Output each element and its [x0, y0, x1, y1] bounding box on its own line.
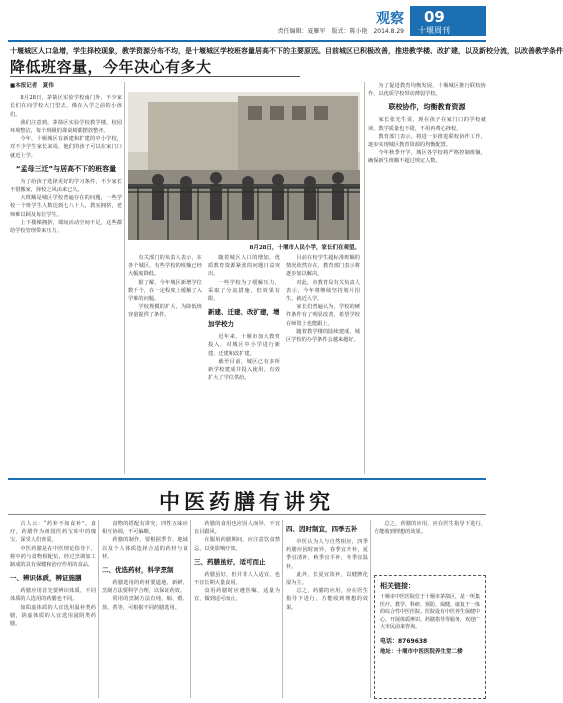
paragraph: 药膳选用的药材要道地、新鲜，烹制方法要科学合理，以保证药效。: [102, 580, 188, 595]
column-rule: [190, 520, 191, 698]
paragraph: 学校规模的扩大，为降低班容量提供了条件。: [128, 304, 202, 319]
column-rule: [282, 520, 283, 698]
byline: ■本报记者 夏伟: [10, 83, 54, 89]
tcm-title-rule: [8, 514, 486, 515]
lead-column-5: [368, 82, 486, 474]
section-name: 观察: [376, 11, 404, 27]
related-link-body: 十堰市中医医院位于十堰市茅箭区，是一所集医疗、教学、科研、预防、保健、康复于一体的综合性中医医院。医院设有中医养生保健中心，开展体质辨识、药膳指导等服务，欢迎广大市民前来咨询。: [380, 594, 481, 631]
paragraph: 一些学校为了缓解压力，采取了分流措施，但效果有限。: [208, 279, 280, 303]
related-link-box: [374, 575, 486, 699]
lead-column-4: [286, 254, 360, 474]
contact-address: 地址：十堰市中医医院养生堂二楼: [380, 648, 463, 655]
photo-caption: 8月28日，十堰市人民小学，家长们在观望。: [249, 245, 360, 251]
paragraph: 药膳的食用也应因人而异，不宜盲目跟风。: [194, 521, 280, 536]
paragraph: 药膳虽好，但并非人人适宜，也不宜长期大量食用。: [194, 571, 280, 587]
paragraph: 食物的搭配有讲究，四性五味应相互协调，不可偏颇。: [102, 521, 188, 536]
paragraph: 此外，长夏宜淡补，以健脾化湿为主。: [286, 571, 368, 587]
paragraph: 对此，市教育局有关负责人表示，今年将继续坚持划片招生，就近入学。: [286, 279, 360, 303]
paper-name: 十堰周刊: [418, 26, 450, 35]
paragraph: 如阳虚体质的人宜选用温补类药膳，阴虚体质的人宜选用滋阴类药膳。: [10, 604, 96, 628]
paragraph: 今年秋季开学，城区各学校将严格控制班额，确保新生班额不超过规定人数。: [368, 150, 486, 165]
paragraph: 我们注意到，茅箭区实验学校教学楼，校园环境整洁，每个班级的课桌椅都摆放整齐。: [10, 119, 122, 135]
subheading: “孟母三迁”与居高不下的班容量: [15, 164, 117, 173]
paragraph: 8月28日，茅箭区实验学校南门外，不少家长们在向学校大门望去，像在入学之前的小孩们。: [10, 95, 122, 118]
lead-column-2: [128, 254, 202, 474]
paragraph: 随着城区人口的增加，优质教育资源紧张的问题日益突出。: [208, 255, 280, 278]
paragraph: 为了促进教育均衡发展，十堰城区推行联校协作，以优质学校带动薄弱学校。: [368, 83, 486, 98]
subheading: 二、优选药材，科学烹制: [102, 566, 174, 575]
paragraph: 为了给孩子选择更好的学习条件，不少家长不惜搬家，择校之风由来已久。: [10, 178, 122, 194]
paragraph: 常用的烹制方法有炖、焖、煨、蒸、煮等，可根据不同药膳选用。: [102, 596, 188, 611]
paragraph: 家长们普遍认为，学校的硬件条件有了明显改善，希望学校在师资上也能跟上。: [286, 304, 360, 327]
tcm-column-2: [102, 520, 188, 700]
paragraph: 总之，药膳的应用，应在医生指导下进行，方能收到理想的效果。: [374, 521, 486, 536]
paragraph: 中医认为人与自然相应，四季药膳应因时而异，春季宜升补，夏季宜清补，秋季宜平补，冬季宜温补。: [286, 539, 368, 570]
masthead-rule: [8, 40, 486, 42]
paragraph: 大班额是城区学校普遍存在的问题，一些学校一个班学生人数达到七八十人，教室拥挤，老师难以顾及每位学生。: [10, 195, 122, 218]
paragraph: 在服用药膳期间，应注意饮食禁忌，以免影响疗效。: [194, 537, 280, 552]
subheading: 三、药膳虽好，适可而止: [194, 557, 266, 566]
article-kicker: 十堰城区人口急增，学生择校现象，教学资源分布不均，是十堰城区学校班容量居高不下的主要原因。目前城区已积极改善，推进教学楼、改扩建，以及新校分流，以改善教学条件: [10, 47, 563, 55]
subheading: 联校协作，均衡教育资源: [388, 103, 466, 112]
subheading: 新建、迁建、改扩建，增加学校力: [208, 308, 280, 329]
paragraph: 食用药膳时应遵医嘱，适量为宜，做到适可而止。: [194, 588, 280, 603]
title-rule: [10, 76, 300, 77]
paragraph: 近年来，十堰市加大教育投入，对城区中小学进行新建、迁建和改扩建。: [208, 334, 280, 357]
paragraph: 有关部门的负责人表示，在各个城区，有些学校的班额已经大幅度降低。: [128, 255, 202, 278]
tcm-column-3: [194, 520, 280, 700]
masthead: [8, 6, 486, 38]
paragraph: 目前在校学生超标准班额的情况依然存在，教育部门表示将逐步加以解决。: [286, 255, 360, 278]
paragraph: 据了解，今年城区新增学位数千个，在一定程度上缓解了入学难的问题。: [128, 279, 202, 303]
tcm-column-1: [10, 520, 96, 700]
paragraph: 教育部门表示，将进一步推进联校协作工作，逐步实现城区教育资源的均衡配置。: [368, 133, 486, 149]
column-rule: [370, 520, 371, 698]
lead-column-1: [10, 82, 122, 474]
paragraph: 古人云：“药补不如食补”。食疗，药膳作为祖国医药宝库中的瑰宝，深受人们喜爱。: [10, 521, 96, 544]
paragraph: 中医药膳是在中医理论指导下，将中药与食物相配伍，经过烹调加工制成的具有保健和治疗作用的食品。: [10, 545, 96, 569]
paragraph: 截至目前，城区已有多所新学校建成并投入使用，有效扩大了学位供给。: [208, 358, 280, 382]
subheading: 四、因时制宜，四季五补: [286, 525, 358, 533]
related-link-title: 相关链接：: [380, 582, 415, 590]
section-divider: [8, 478, 486, 480]
paragraph: 总之，药膳的应用，应在医生指导下进行，方能收到理想的效果。: [286, 588, 368, 611]
paragraph: 药膳的制作，要根据季节、地域以及个人体质选择合适的药材与食材。: [102, 537, 188, 560]
tcm-column-4: [286, 520, 368, 700]
editor-credits: 责任编辑：夏雁军 版式：陈小艳 2014.8.29: [277, 28, 404, 35]
paragraph: 药膳应用首先要辨识体质，不同体质的人选用的药膳也不同。: [10, 588, 96, 603]
contact-phone: 电话：8769638: [380, 637, 428, 645]
news-photo: [128, 92, 360, 240]
lead-column-3: [208, 254, 280, 474]
column-rule: [124, 82, 125, 474]
page-tab: [410, 6, 486, 36]
paragraph: 家长张先生说，现在孩子在家门口的学校就读，教学质量也不错，不用再费心择校。: [368, 117, 486, 132]
column-rule: [364, 82, 365, 474]
school-gate-photo: [128, 92, 360, 240]
page-number: 09: [424, 8, 445, 26]
column-rule: [98, 520, 99, 698]
tcm-title: 中医药膳有讲究: [159, 489, 334, 514]
paragraph: 今年，十堰城区有新建和扩建的中小学校，对不少学生家长来说，他们的孩子可以在家门口就近上学。: [10, 136, 122, 159]
article-title: 降低班容量，今年决心有多大: [10, 58, 212, 76]
tcm-column-5: [374, 520, 486, 572]
paragraph: 随着教学楼的陆续建成，城区学校的办学条件会越来越好。: [286, 328, 360, 344]
subheading: 一、辨识体质，辨证施膳: [10, 574, 82, 583]
paragraph: 上下楼梯拥挤，课间活动空间不足，这些都给学校管理带来压力。: [10, 219, 122, 235]
